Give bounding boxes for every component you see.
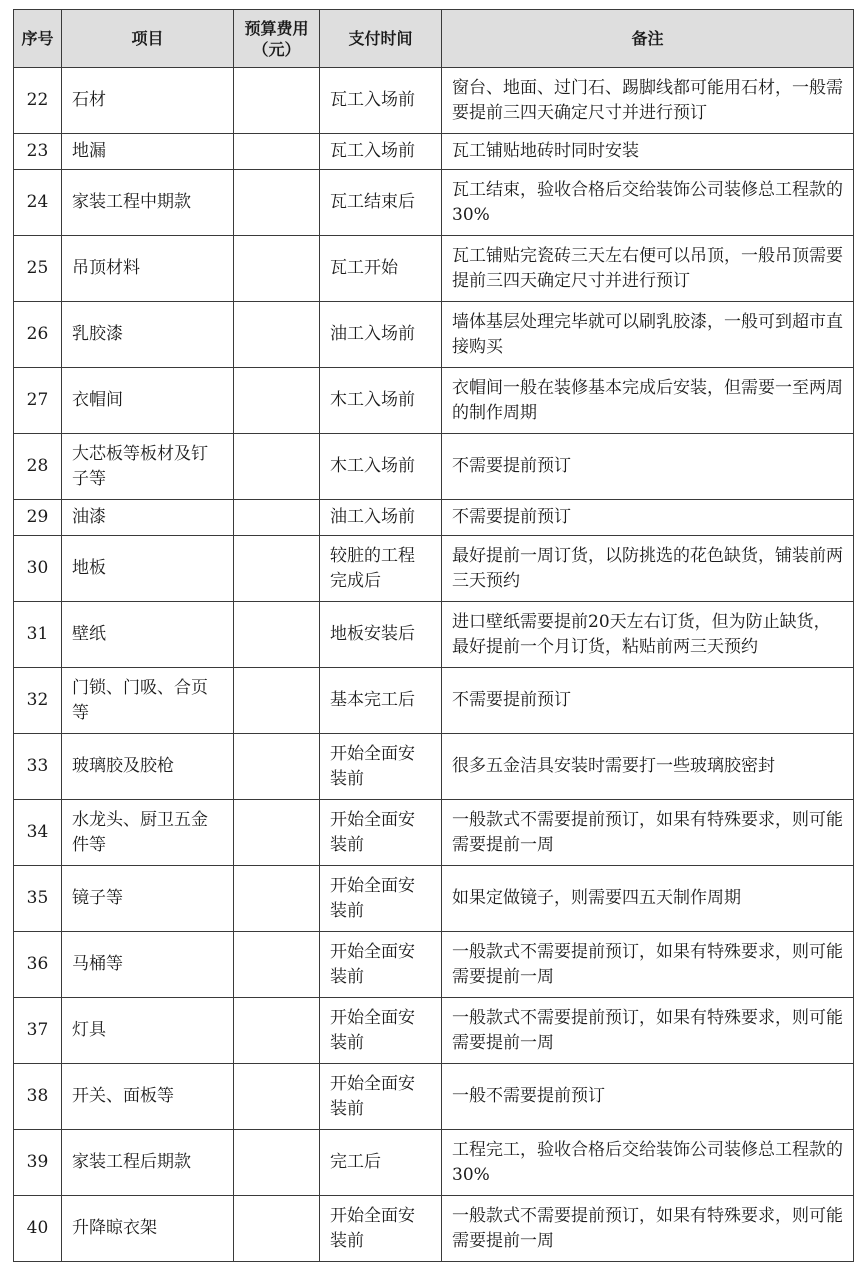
row-item: 吊顶材料 [62, 236, 234, 302]
row-no: 36 [14, 932, 62, 998]
row-item: 地漏 [62, 134, 234, 170]
row-no: 33 [14, 734, 62, 800]
table-row [14, 434, 854, 500]
row-budget [234, 602, 320, 668]
row-budget [234, 134, 320, 170]
row-note: 瓦工结束，验收合格后交给装饰公司装修总工程款的30% [442, 170, 854, 236]
row-note: 不需要提前预订 [442, 434, 854, 500]
row-item: 乳胶漆 [62, 302, 234, 368]
table-row [14, 536, 854, 602]
row-time: 开始全面安装前 [320, 734, 442, 800]
row-budget [234, 1130, 320, 1196]
row-no: 32 [14, 668, 62, 734]
row-note: 一般款式不需要提前预订，如果有特殊要求，则可能需要提前一周 [442, 800, 854, 866]
row-time: 完工后 [320, 1130, 442, 1196]
table-row [14, 932, 854, 998]
payment-schedule-table [13, 9, 854, 1262]
row-no: 30 [14, 536, 62, 602]
row-budget [234, 1064, 320, 1130]
row-time: 开始全面安装前 [320, 866, 442, 932]
row-note: 工程完工，验收合格后交给装饰公司装修总工程款的30% [442, 1130, 854, 1196]
row-item: 家装工程后期款 [62, 1130, 234, 1196]
row-no: 29 [14, 500, 62, 536]
row-no: 24 [14, 170, 62, 236]
row-note: 一般款式不需要提前预订，如果有特殊要求，则可能需要提前一周 [442, 1196, 854, 1262]
row-no: 28 [14, 434, 62, 500]
row-no: 37 [14, 998, 62, 1064]
header-budget: 预算费用（元） [234, 10, 320, 68]
table-row [14, 1130, 854, 1196]
row-time: 开始全面安装前 [320, 1064, 442, 1130]
row-item: 镜子等 [62, 866, 234, 932]
row-note: 如果定做镜子，则需要四五天制作周期 [442, 866, 854, 932]
row-item: 壁纸 [62, 602, 234, 668]
row-no: 31 [14, 602, 62, 668]
table-row [14, 170, 854, 236]
row-time: 木工入场前 [320, 368, 442, 434]
row-note: 窗台、地面、过门石、踢脚线都可能用石材，一般需要提前三四天确定尺寸并进行预订 [442, 68, 854, 134]
row-time: 瓦工入场前 [320, 134, 442, 170]
row-item: 升降晾衣架 [62, 1196, 234, 1262]
row-no: 23 [14, 134, 62, 170]
row-time: 基本完工后 [320, 668, 442, 734]
row-budget [234, 866, 320, 932]
row-budget [234, 998, 320, 1064]
row-time: 开始全面安装前 [320, 998, 442, 1064]
row-item: 油漆 [62, 500, 234, 536]
table-row [14, 602, 854, 668]
table-row [14, 500, 854, 536]
table-row [14, 668, 854, 734]
row-budget [234, 932, 320, 998]
row-item: 家装工程中期款 [62, 170, 234, 236]
row-time: 油工入场前 [320, 302, 442, 368]
row-note: 瓦工铺贴完瓷砖三天左右便可以吊顶，一般吊顶需要提前三四天确定尺寸并进行预订 [442, 236, 854, 302]
row-no: 38 [14, 1064, 62, 1130]
table-row [14, 1064, 854, 1130]
table-row [14, 134, 854, 170]
row-note: 一般款式不需要提前预订，如果有特殊要求，则可能需要提前一周 [442, 932, 854, 998]
row-time: 开始全面安装前 [320, 800, 442, 866]
row-time: 瓦工入场前 [320, 68, 442, 134]
table-row [14, 68, 854, 134]
row-note: 衣帽间一般在装修基本完成后安装，但需要一至两周的制作周期 [442, 368, 854, 434]
row-note: 进口壁纸需要提前20天左右订货，但为防止缺货，最好提前一个月订货，粘贴前两三天预约 [442, 602, 854, 668]
row-budget [234, 68, 320, 134]
row-note: 一般不需要提前预订 [442, 1064, 854, 1130]
table-row [14, 734, 854, 800]
row-budget [234, 734, 320, 800]
row-budget [234, 668, 320, 734]
row-time: 油工入场前 [320, 500, 442, 536]
table-row [14, 866, 854, 932]
row-budget [234, 302, 320, 368]
row-budget [234, 236, 320, 302]
row-budget [234, 170, 320, 236]
row-no: 22 [14, 68, 62, 134]
row-no: 39 [14, 1130, 62, 1196]
row-note: 一般款式不需要提前预订，如果有特殊要求，则可能需要提前一周 [442, 998, 854, 1064]
row-time: 较脏的工程完成后 [320, 536, 442, 602]
table-row [14, 302, 854, 368]
row-time: 地板安装后 [320, 602, 442, 668]
row-budget [234, 800, 320, 866]
row-item: 灯具 [62, 998, 234, 1064]
row-note: 瓦工铺贴地砖时同时安装 [442, 134, 854, 170]
row-no: 40 [14, 1196, 62, 1262]
row-item: 地板 [62, 536, 234, 602]
row-item: 马桶等 [62, 932, 234, 998]
table-body [14, 68, 854, 1262]
row-time: 木工入场前 [320, 434, 442, 500]
header-no: 序号 [14, 10, 62, 68]
table-row [14, 800, 854, 866]
row-budget [234, 536, 320, 602]
row-time: 瓦工开始 [320, 236, 442, 302]
table-row [14, 236, 854, 302]
row-note: 墙体基层处理完毕就可以刷乳胶漆，一般可到超市直接购买 [442, 302, 854, 368]
row-no: 26 [14, 302, 62, 368]
row-time: 开始全面安装前 [320, 932, 442, 998]
header-item: 项目 [62, 10, 234, 68]
row-item: 大芯板等板材及钉子等 [62, 434, 234, 500]
row-time: 开始全面安装前 [320, 1196, 442, 1262]
row-item: 门锁、门吸、合页等 [62, 668, 234, 734]
row-item: 石材 [62, 68, 234, 134]
table-row [14, 1196, 854, 1262]
row-item: 开关、面板等 [62, 1064, 234, 1130]
row-budget [234, 1196, 320, 1262]
row-note: 不需要提前预订 [442, 500, 854, 536]
table-row [14, 368, 854, 434]
header-time: 支付时间 [320, 10, 442, 68]
row-note: 最好提前一周订货，以防挑选的花色缺货，铺装前两三天预约 [442, 536, 854, 602]
table-header [14, 10, 854, 68]
row-budget [234, 500, 320, 536]
row-time: 瓦工结束后 [320, 170, 442, 236]
row-no: 34 [14, 800, 62, 866]
row-note: 很多五金洁具安装时需要打一些玻璃胶密封 [442, 734, 854, 800]
table-row [14, 998, 854, 1064]
row-budget [234, 368, 320, 434]
row-item: 水龙头、厨卫五金件等 [62, 800, 234, 866]
row-item: 衣帽间 [62, 368, 234, 434]
header-note: 备注 [442, 10, 854, 68]
row-budget [234, 434, 320, 500]
row-note: 不需要提前预订 [442, 668, 854, 734]
row-no: 27 [14, 368, 62, 434]
row-no: 35 [14, 866, 62, 932]
row-no: 25 [14, 236, 62, 302]
row-item: 玻璃胶及胶枪 [62, 734, 234, 800]
